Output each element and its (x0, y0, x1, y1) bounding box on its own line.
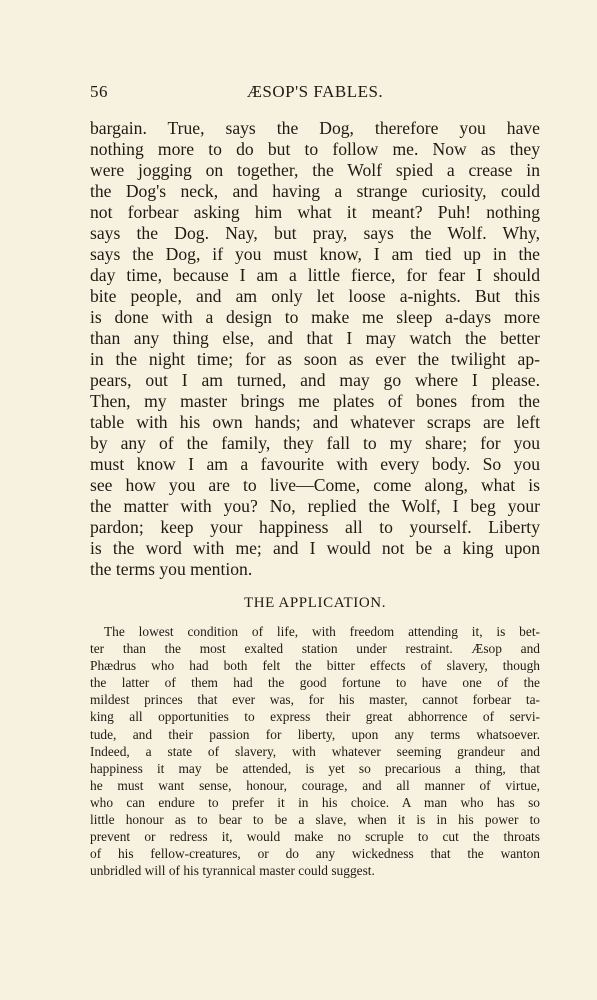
page-number: 56 (90, 82, 108, 101)
text-line: in the night time; for as soon as ever the twilight ap- (90, 349, 540, 369)
text-line: king all opportunities to express their great abhorrence of servi- (90, 709, 540, 725)
text-line: were jogging on together, the Wolf spied a crease in (90, 160, 540, 180)
text-line: of his fellow-creatures, or do any wickedness that the wanton (90, 846, 540, 862)
fable-text (90, 118, 540, 580)
text-line: Phædrus who had both felt the bitter effects of slavery, though (90, 658, 540, 674)
text-line: tude, and their passion for liberty, upon any terms whatsoever. (90, 726, 540, 742)
text-line: ter than the most exalted station under restraint. Æsop and (90, 641, 540, 657)
text-line: The lowest condition of life, with freedom attending it, is bet- (104, 624, 540, 639)
text-line: he must want sense, honour, courage, and all manner of virtue, (90, 777, 540, 793)
page-header (90, 82, 540, 106)
text-line: unbridled will of his tyrannical master could suggest. (90, 863, 375, 879)
text-line: than any thing else, and that I may watch the better (90, 328, 540, 348)
text-line: says the Dog, if you must know, I am tied up in the (90, 244, 540, 264)
text-line: bargain. True, says the Dog, therefore you have (90, 118, 540, 138)
text-line: is the word with me; and I would not be a king upon (90, 538, 540, 558)
text-line: the latter of them had the good fortune to have one of the (90, 675, 540, 691)
text-line: the matter with you? No, replied the Wolf, I beg your (90, 496, 540, 516)
text-line: bite people, and am only let loose a-nights. But this (90, 286, 540, 306)
text-line: happiness it may be attended, is yet so precarious a thing, that (90, 760, 540, 776)
text-line: who can endure to prefer it in his choice. A man who has so (90, 794, 540, 810)
text-line: Then, my master brings me plates of bones from the (90, 391, 540, 411)
text-line: not forbear asking him what it meant? Puh! nothing (90, 202, 540, 222)
application-heading: THE APPLICATION. (243, 595, 387, 611)
text-line: must know I am a favourite with every body. So you (90, 454, 540, 474)
text-line: prevent or redress it, would make no scruple to cut the throats (90, 829, 540, 845)
text-line: nothing more to do but to follow me. Now as they (90, 139, 540, 159)
text-line: little honour as to bear to be a slave, when it is in his power to (90, 812, 540, 828)
text-line: is done with a design to make me sleep a-days more (90, 307, 540, 327)
text-line: the Dog's neck, and having a strange curiosity, could (90, 181, 540, 201)
text-line: day time, because I am a little fierce, for fear I should (90, 265, 540, 285)
text-line: by any of the family, they fall to my share; for you (90, 433, 540, 453)
text-line: see how you are to live—Come, come along, what is (90, 475, 540, 495)
text-line: table with his own hands; and whatever scraps are left (90, 412, 540, 432)
text-line: pardon; keep your happiness all to yourself. Liberty (90, 517, 540, 537)
text-line: Indeed, a state of slavery, with whatever seeming grandeur and (90, 743, 540, 759)
text-line: mildest princes that ever was, for his master, cannot forbear ta- (90, 692, 540, 708)
application-text (90, 623, 540, 879)
running-title: ÆSOP'S FABLES. (246, 82, 384, 101)
text-line: the terms you mention. (90, 559, 253, 579)
text-line: pears, out I am turned, and may go where I please. (90, 370, 540, 390)
text-line: says the Dog. Nay, but pray, says the Wolf. Why, (90, 223, 540, 243)
